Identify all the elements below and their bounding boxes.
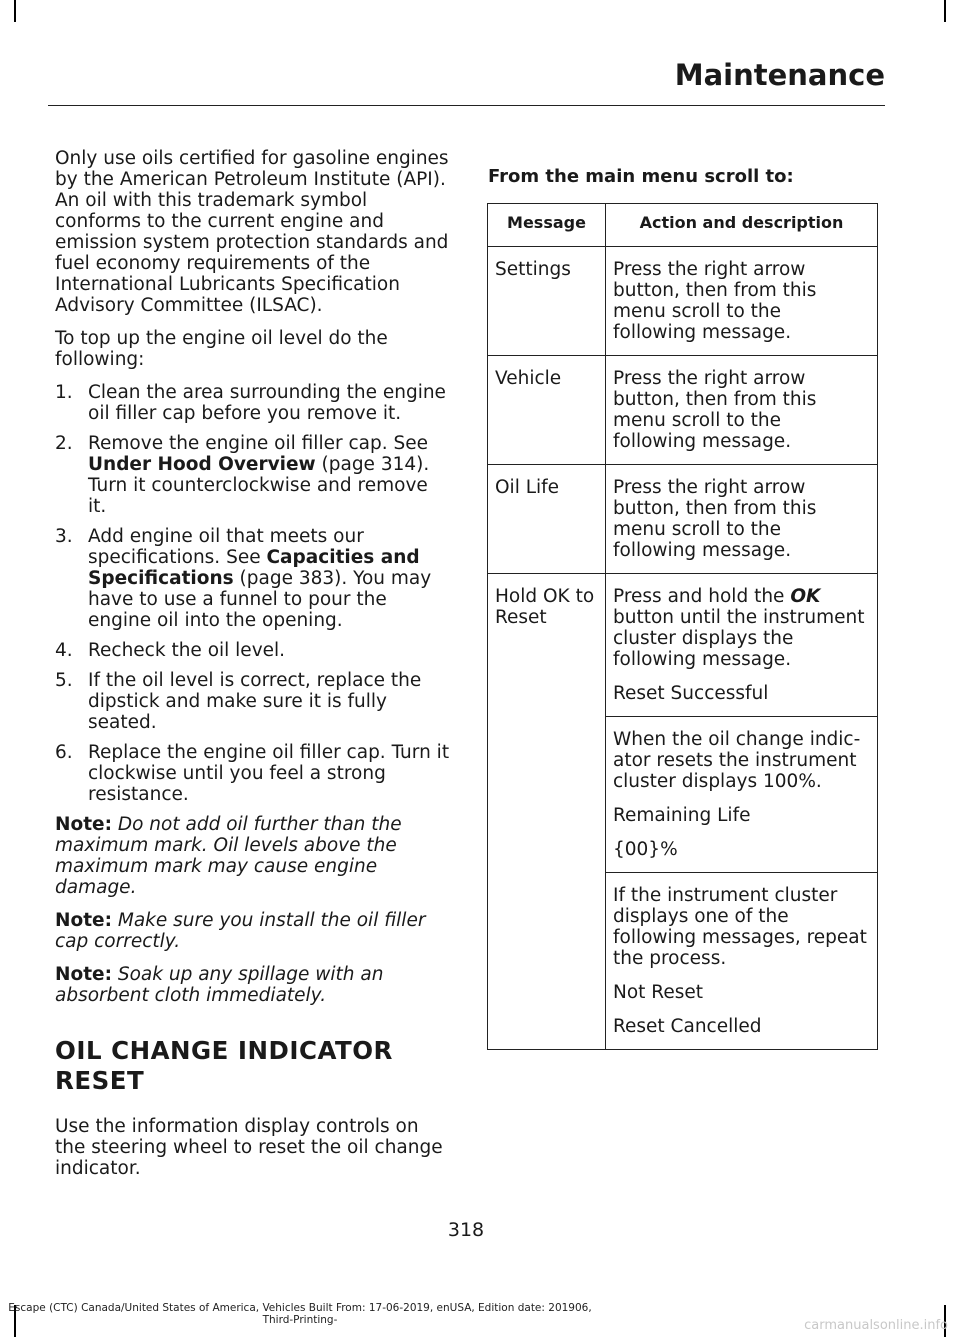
list-item: 1. Clean the area surrounding the engine oil filler cap before you remove it. bbox=[55, 382, 446, 424]
cross-reference-link[interactable]: Capacities and Specifications bbox=[88, 547, 420, 589]
column-header-action: Action and description bbox=[606, 204, 878, 247]
header-divider bbox=[48, 105, 885, 106]
message-cell: Hold OK to Reset bbox=[488, 574, 606, 1050]
crop-mark-top-left bbox=[14, 0, 16, 22]
table-row bbox=[488, 574, 878, 717]
footer-text: Escape (CTC) Canada/United States of America, Vehicles Built From: 17-06-2019, enUSA, Edition date: 201906, Third-Printing- bbox=[8, 1302, 592, 1326]
display-message: Reset Cancelled bbox=[613, 1016, 762, 1037]
topup-steps bbox=[55, 382, 450, 805]
cross-reference-link[interactable]: Under Hood Overview bbox=[88, 454, 316, 475]
display-message: Remaining Life bbox=[613, 805, 751, 826]
message-cell: Settings bbox=[488, 247, 606, 356]
menu-table bbox=[487, 203, 878, 1050]
note: Note: Soak up any spillage with an absorbent cloth immediately. bbox=[55, 964, 384, 1006]
watermark: carmanualsonline.info bbox=[804, 1318, 948, 1333]
ok-button-label: OK bbox=[790, 586, 821, 607]
table-row bbox=[488, 356, 878, 465]
list-item: 2. Remove the engine oil filler cap. See Under Hood Overview (page 314). Turn it counterclockwise and remove it. bbox=[55, 433, 430, 517]
table-row bbox=[488, 247, 878, 356]
action-cell: Press the right arrow button, then from this menu scroll to the following message. bbox=[606, 356, 878, 465]
table-header-row bbox=[488, 204, 878, 247]
action-cell: If the instrument cluster displays one of the following messages, repeat the process. Not Reset Reset Cancelled bbox=[606, 873, 878, 1050]
display-message: Reset Successful bbox=[613, 683, 769, 704]
display-message: {00}% bbox=[613, 839, 678, 860]
table-row bbox=[488, 465, 878, 574]
display-message: Not Reset bbox=[613, 982, 703, 1003]
section-heading: OIL CHANGE INDICATOR RESET bbox=[55, 1036, 393, 1095]
left-column bbox=[55, 148, 450, 1191]
menu-table-title: From the main menu scroll to: bbox=[488, 166, 794, 187]
crop-mark-top-right bbox=[944, 0, 946, 22]
message-cell: Vehicle bbox=[488, 356, 606, 465]
page-title: Maintenance bbox=[674, 58, 885, 92]
list-item: 3. Add engine oil that meets our specifications. See Capacities and Specifications (page 383). You may have to use a funnel to pour the engine oil into the opening. bbox=[55, 526, 432, 631]
list-item: 6. Replace the engine oil filler cap. Turn it clockwise until you feel a strong resistance. bbox=[55, 742, 450, 805]
section-body: Use the information display controls on the steering wheel to reset the oil change indicator. bbox=[55, 1116, 443, 1179]
list-item: 5. If the oil level is correct, replace the dipstick and make sure it is fully seated. bbox=[55, 670, 422, 733]
topup-intro: To top up the engine oil level do the following: bbox=[55, 328, 388, 370]
page-number: 318 bbox=[447, 1219, 485, 1241]
right-column bbox=[487, 166, 879, 1050]
action-cell: Press the right arrow button, then from this menu scroll to the following message. bbox=[606, 247, 878, 356]
message-cell: Oil Life bbox=[488, 465, 606, 574]
column-header-message: Message bbox=[488, 204, 606, 247]
list-item: 4. Recheck the oil level. bbox=[55, 640, 286, 661]
note: Note: Make sure you install the oil filler cap correctly. bbox=[55, 910, 426, 952]
action-cell: When the oil change indic-ator resets the instrument cluster displays 100%. Remaining Life {00}% bbox=[606, 717, 878, 873]
action-cell: Press the right arrow button, then from this menu scroll to the following message. bbox=[606, 465, 878, 574]
note: Note: Do not add oil further than the maximum mark. Oil levels above the maximum mark may cause engine damage. bbox=[55, 814, 402, 898]
action-cell: Press and hold the OK button until the instrument cluster displays the following message. Reset Successful bbox=[606, 574, 878, 717]
intro-paragraph: Only use oils certified for gasoline engines by the American Petroleum Institute (API). An oil with this trademark symbol conforms to the current engine and emission system protection standards and fuel economy requirements of the International Lubricants Specification Advisory Committee (ILSAC). bbox=[55, 148, 449, 316]
